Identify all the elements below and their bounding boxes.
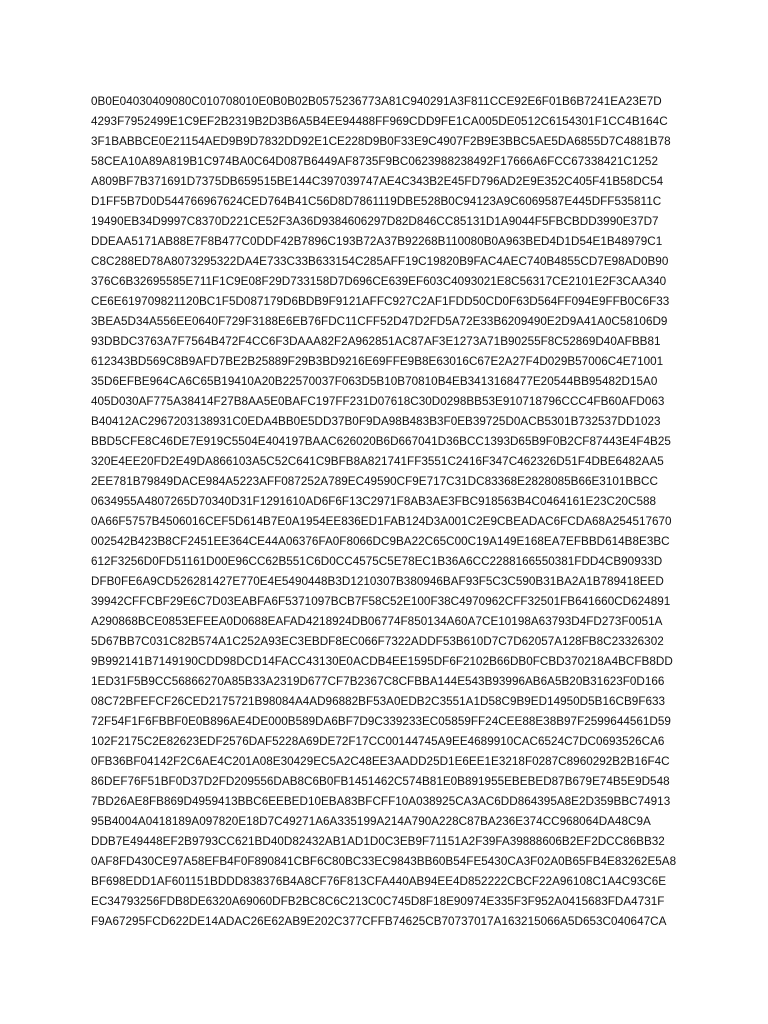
hex-line: 3F1BABBCE0E21154AED9B9D7832DD92E1CE228D9B0F33E9C4907F2B9E3BBC5AE5DA6855D7C4881B78 — [91, 135, 671, 148]
hex-line: DDEAA5171AB88E7F8B477C0DDF42B7896C193B72A37B92268B110080B0A963BED4D1D54E1B48979C1 — [91, 235, 663, 248]
hex-line: 58CEA10A89A819B1C974BA0C64D087B6449AF8735F9BC0623988238492F17666A6FCC67338421C1252 — [91, 155, 658, 168]
hex-line: 9B992141B7149190CDD98DCD14FACC43130E0ACDB4EE1595DF6F2102B66DB0FCBD370218A4BCFB8DD — [91, 655, 673, 668]
hex-line: 3BEA5D34A556EE0640F729F3188E6EB76FDC11CFF52D47D2FD5A72E33B6209490E2D9A41A0C58106D9 — [91, 315, 668, 328]
hex-line: A809BF7B371691D7375DB659515BE144C397039747AE4C343B2E45FD796AD2E9E352C405F41B58DC54 — [91, 175, 664, 188]
hex-line: 1ED31F5B9CC56866270A85B33A2319D677CF7B2367C8CFBBA144E543B93996AB6A5B20B31623F0D166 — [91, 675, 665, 688]
hex-line: 320E4EE20FD2E49DA866103A5C52C641C9BFB8A821741FF3551C2416F347C462326D51F4DBE6482AA5 — [91, 455, 664, 468]
hex-line: BF698EDD1AF601151BDDD838376B4A8CF76F813CFA440AB94EE4D852222CBCF22A96108C1A4C93C6E — [91, 875, 667, 888]
hex-line: 0FB36BF04142F2C6AE4C201A08E30429EC5A2C48EE3AADD25D1E6EE1E3218F0287C8960292B2B16F4C — [91, 755, 670, 768]
hex-line: 08C72BFEFCF26CED2175721B98084A4AD96882BF53A0EDB2C3551A1D58C9B9ED14950D5B16CB9F633 — [91, 695, 666, 708]
hex-line: 0AF8FD430CE97A58EFB4F0F890841CBF6C80BC33EC9843BB60B54FE5430CA3F02A0B65FB4E83262E5A8 — [91, 855, 677, 868]
hex-line: 405D030AF775A38414F27B8AA5E0BAFC197FF231D07618C30D0298BB53E910718796CCC4FB60AFD063 — [91, 395, 665, 408]
hex-line: 86DEF76F51BF0D37D2FD209556DAB8C6B0FB1451462C574B81E0B891955EBEBED87B679E74B5E9D548 — [91, 775, 670, 788]
hex-line: 4293F7952499E1C9EF2B2319B2D3B6A5B4EE94488FF969CDD9FE1CA005DE0512C6154301F1CC4B164C — [91, 115, 668, 128]
hex-line: DFB0FE6A9CD526281427E770E4E5490448B3D1210307B380946BAF93F5C3C590B31BA2A1B789418EED — [91, 575, 664, 588]
hex-line: BBD5CFE8C46DE7E919C5504E404197BAAC626020B6D667041D36BCC1393D65B9F0B2CF87443E4F4B25 — [91, 435, 671, 448]
hex-line: 35D6EFBE964CA6C65B19410A20B22570037F063D5B10B70810B4EB3413168477E20544BB95482D15A0 — [91, 375, 658, 388]
hex-line: A290868BCE0853EFEEA0D0688EAFAD4218924DB06774F850134A60A7CE10198A63793D4FD273F0051A — [91, 615, 663, 628]
hex-line: F9A67295FCD622DE14ADAC26E62AB9E202C377CFFB74625CB70737017A163215066A5D653C040647CA — [91, 915, 667, 928]
hex-line: 72F54F1F6FBBF0E0B896AE4DE000B589DA6BF7D9C339233EC05859FF24CEE88E38B97F2599644561D59 — [91, 715, 671, 728]
hex-line: 376C6B32695585E711F1C9E08F29D733158D7D696CE639EF603C4093021E8C56317CE2101E2F3CAA340 — [91, 275, 667, 288]
hex-line: CE6E619709821120BC1F5D087179D6BDB9F9121AFFC927C2AF1FDD50CD0F63D564FF094E9FFB0C6F33 — [91, 295, 670, 308]
hex-line: C8C288ED78A8073295322DA4E733C33B633154C285AFF19C19820B9FAC4AEC740B4855CD7E98AD0B90 — [91, 255, 669, 268]
hex-line: B40412AC2967203138931C0EDA4BB0E5DD37B0F9DA98B483B3F0EB39725D0ACB5301B732537DD1023 — [91, 415, 661, 428]
hex-line: 95B4004A0418189A097820E18D7C49271A6A335199A214A790A228C87BA236E374CC968064DA48C9A — [91, 815, 651, 828]
hex-line: 612F3256D0FD51161D00E96CC62B551C6D0CC4575C5E78EC1B36A6CC2288166550381FDD4CB90933D — [91, 555, 663, 568]
hex-line: 7BD26AE8FB869D4959413BBC6EEBED10EBA83BFCFF10A038925CA3AC6DD864395A8E2D359BBC74913 — [91, 795, 671, 808]
hex-line: 19490EB34D9997C8370D221CE52F3A36D9384606297D82D846CC85131D1A9044F5FBCBDD3990E37D7 — [91, 215, 659, 228]
hex-line: D1FF5B7D0D544766967624CED764B41C56D8D7861119DBE528B0C94123A9C6069587E445DFF535811C — [91, 195, 662, 208]
hex-line: 612343BD569C8B9AFD7BE2B25889F29B3BD9216E69FFE9B8E63016C67E2A27F4D029B57006C4E71001 — [91, 355, 664, 368]
hex-line: 102F2175C2E82623EDF2576DAF5228A69DE72F17CC00144745A9EE4689910CAC6524C7DC0693526CA6 — [91, 735, 665, 748]
hex-line: 5D67BB7C031C82B574A1C252A93EC3EBDF8EC066F7322ADDF53B610D7C7D62057A128FB8C23326302 — [91, 635, 664, 648]
hex-line: 0A66F5757B4506016CEF5D614B7E0A1954EE836ED1FAB124D3A001C2E9CBEADAC6FCDA68A254517670 — [91, 515, 672, 528]
hex-line: 0B0E04030409080C010708010E0B0B02B0575236773A81C940291A3F811CCE92E6F01B6B7241EA23E7D — [91, 95, 662, 108]
hex-line: 0634955A4807265D70340D31F1291610AD6F6F13C2971F8AB3AE3FBC918563B4C0464161E23C20C588 — [91, 495, 657, 508]
hex-line: 93DBDC3763A7F7564B472F4CC6F3DAAA82F2A962851AC87AF3E1273A71B90255F8C52869D40AFBB81 — [91, 335, 661, 348]
hex-line: 39942CFFCBF29E6C7D03EABFA6F5371097BCB7F58C52E100F38C4970962CFF32501FB641660CD624891 — [91, 595, 671, 608]
hex-line: 002542B423B8CF2451EE364CE44A06376FA0F8066DC9BA22C65C00C19A149E168EA7EFBBD614B8E3BC — [91, 535, 670, 548]
hex-text-block — [91, 92, 691, 932]
hex-line: EC34793256FDB8DE6320A69060DFB2BC8C6C213C0C745D8F18E90974E335F3F952A0415683FDA4731F — [91, 895, 665, 908]
hex-line: DDB7E49448EF2B9793CC621BD40D82432AB1AD1D0C3EB9F71151A2F39FA39888606B2EF2DCC86BB32 — [91, 835, 665, 848]
hex-line: 2EE781B79849DACE984A5223AFF087252A789EC49590CF9E717C31DC83368E2828085B66E3101BBCC — [91, 475, 658, 488]
